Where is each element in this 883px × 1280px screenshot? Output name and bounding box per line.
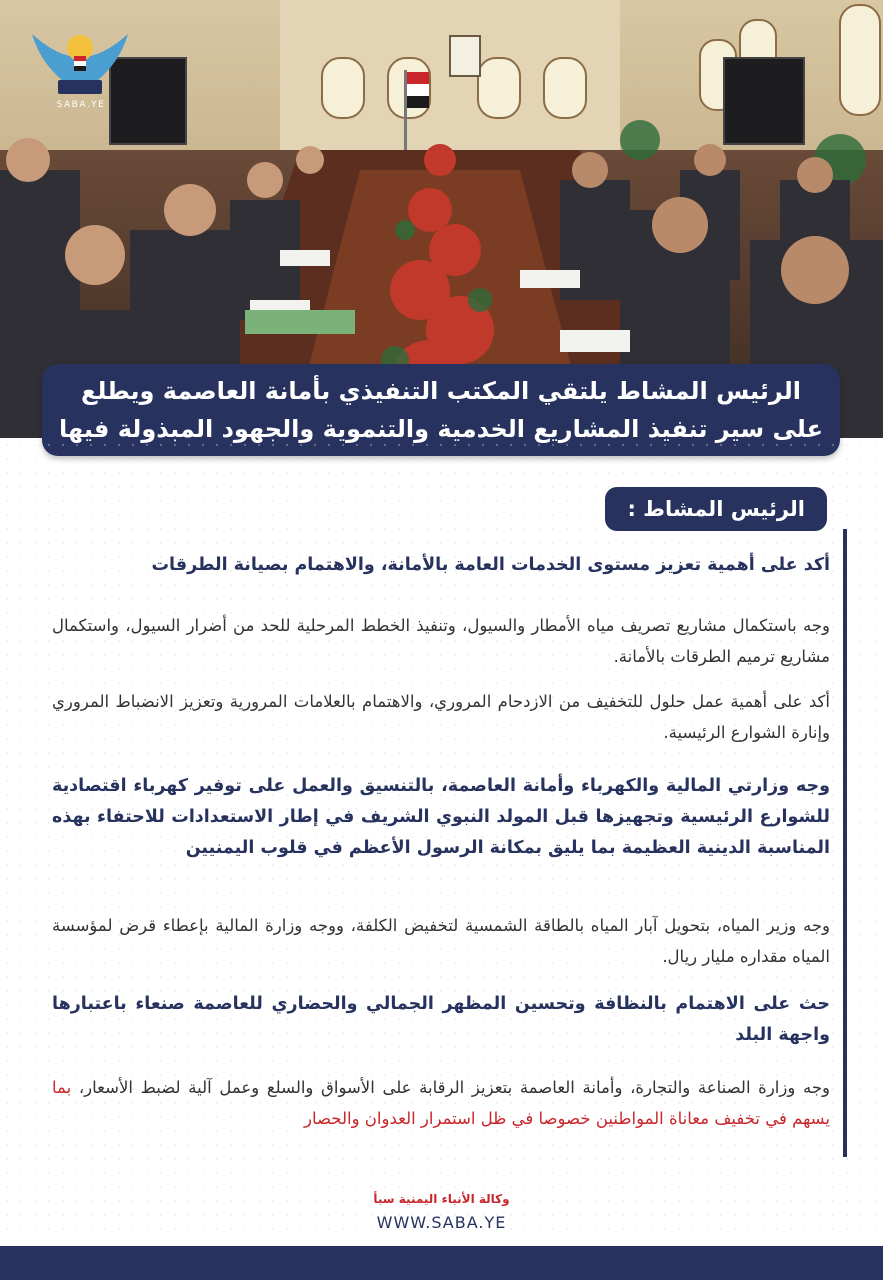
item-text: وجه باستكمال مشاريع تصريف مياه الأمطار والسيول، وتنفيذ الخطط المرحلية للحد من أضرار السيول، واستكمال مشاريع ترميم الطرقات بالأمانة.: [52, 616, 830, 666]
item-text: أكد على أهمية تعزيز مستوى الخدمات العامة بالأمانة، والاهتمام بصيانة الطرقات: [151, 555, 830, 575]
footer-url[interactable]: WWW.SABA.YE: [376, 1213, 507, 1232]
item-text: وجه وزير المياه، بتحويل آبار المياه بالطاقة الشمسية لتخفيض الكلفة، ووجه وزارة المالية بإعطاء قرض لمؤسسة المياه مقداره مليار ريال.: [52, 916, 830, 966]
bottom-bar: [0, 1246, 883, 1280]
headline-text: الرئيس المشاط يلتقي المكتب التنفيذي بأمانة العاصمة ويطلع على سير تنفيذ المشاريع الخدمية والتنموية والجهود المبذولة فيها: [59, 377, 823, 443]
footer-agency: وكالة الأنباء اليمنية سبأ: [373, 1192, 510, 1206]
item-text: [52, 1072, 830, 1134]
item-text: وجه وزارتي المالية والكهرباء وأمانة العاصمة، بالتنسيق والعمل على توفير كهرباء اقتصادية للشوارع الرئيسية وتجهيزها قبل المولد النبوي الشريف في إطار الاستعدادات للاحتفاء بهذه المناسبة الدينية العظيمة بما يليق بمكانة الرسول الأعظم في قلوب اليمنيين: [52, 776, 830, 858]
item-text: أكد على أهمية عمل حلول للتخفيف من الازدحام المروري، والاهتمام بالعلامات المرورية وتعزيز الانضباط المروري وإنارة الشوارع الرئيسية.: [52, 692, 830, 742]
list-item: [52, 989, 830, 1051]
item-text: حث على الاهتمام بالنظافة وتحسين المظهر الجمالي والحضاري للعاصمة صنعاء باعتبارها واجهة البلد: [52, 994, 830, 1045]
list-item: [52, 686, 830, 748]
list-item: [52, 550, 830, 581]
logo-text: SABA.YE: [56, 100, 106, 110]
item-text-highlight: بما يسهم في تخفيف معاناة المواطنين خصوصا في ظل استمرار العدوان والحصار: [52, 1078, 830, 1128]
item-text-main: وجه وزارة الصناعة والتجارة، وأمانة العاصمة بتعزيز الرقابة على الأسواق والسلع وعمل آلية لضبط الأسعار،: [78, 1078, 830, 1097]
list-item: [52, 1072, 830, 1134]
list-item: [52, 610, 830, 672]
section-title: الرئيس المشاط :: [605, 487, 827, 531]
list-item: [52, 771, 830, 864]
list-item: [52, 910, 830, 972]
accent-line: [843, 529, 847, 1157]
